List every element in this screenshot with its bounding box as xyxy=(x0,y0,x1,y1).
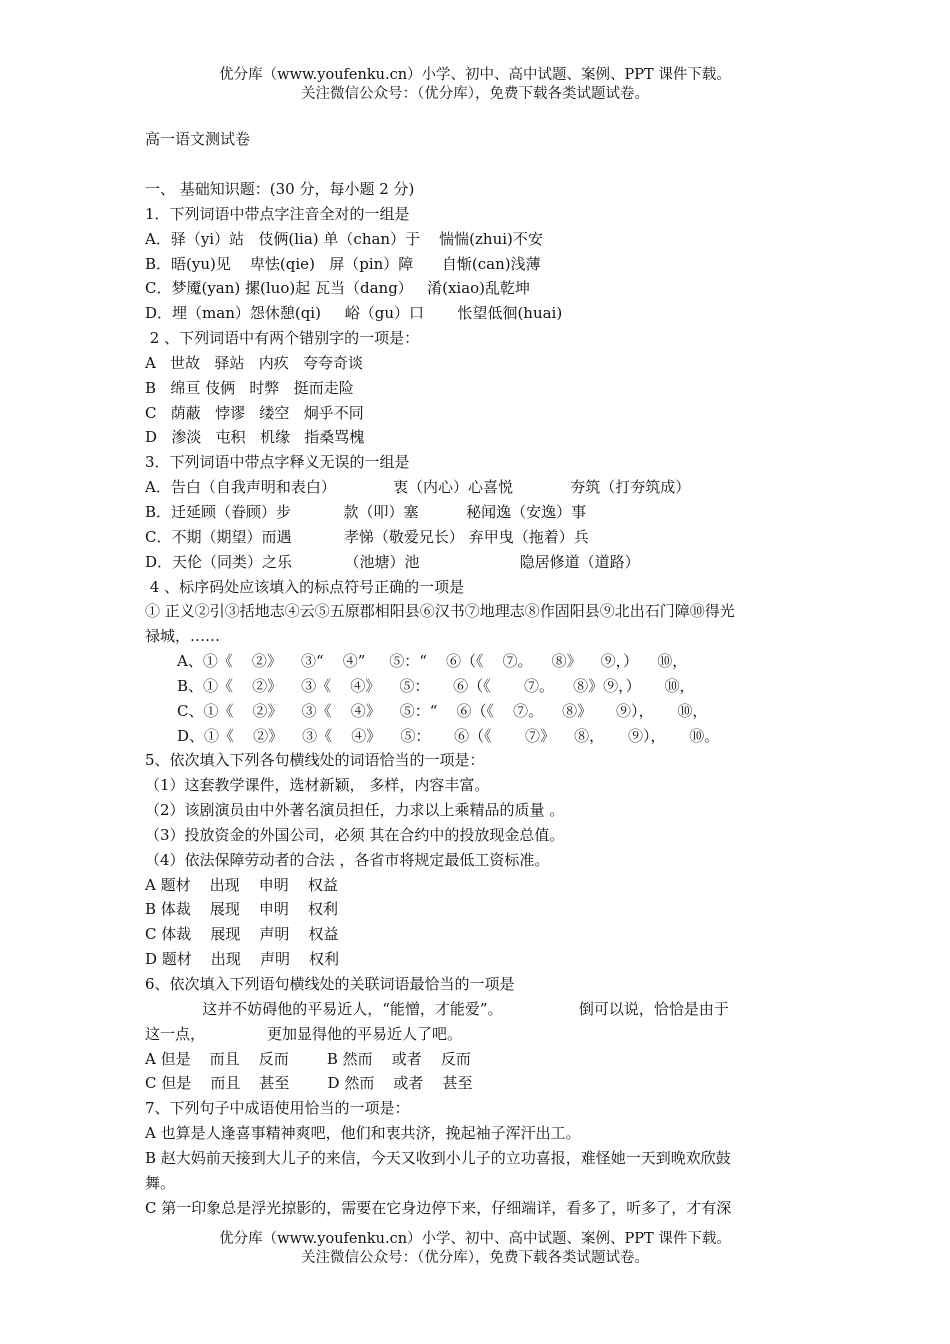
question-6-passage-line-1: 这并不妨碍他的平易近人，“能憎，才能爱”。 倒可以说，恰恰是由于 xyxy=(145,999,729,1018)
question-1-option-d: D．埋（man）怨休憩(qi) 峪（gu）口 怅望低徊(huai) xyxy=(145,304,563,323)
question-3-option-b: B．迁延顾（眷顾）步 款（叩）塞 秘闻逸（安逸）事 xyxy=(145,502,587,521)
question-5-option-c: C 体裁 展现 声明 权益 xyxy=(145,925,339,944)
question-4-passage-line-1: ① 正义②引③括地志④云⑤五原郡相阳县⑥汉书⑦地理志⑧作固阳县⑨北出石门障⑩得光 xyxy=(145,602,735,621)
question-5-sentence-1: （1）这套教学课件，选材新颖， 多样，内容丰富。 xyxy=(145,776,490,795)
question-5-sentence-3: （3）投放资金的外国公司，必须 其在合约中的投放现金总值。 xyxy=(145,825,565,844)
footer-line-2: 关注微信公众号：（优分库），免费下载各类试题试卷。 xyxy=(301,1250,649,1266)
question-4-option-a: A、①《 ②》 ③“ ④” ⑤：“ ⑥（《 ⑦。 ⑧》 ⑨，） ⑩， xyxy=(177,652,688,671)
question-2-option-d: D 渗淡 屯积 机缘 指桑骂槐 xyxy=(145,428,365,447)
question-2-option-a: A 世故 驿站 内疚 夸夸奇谈 xyxy=(145,353,364,372)
question-5-sentence-4: （4）依法保障劳动者的合法 ，各省市将规定最低工资标准。 xyxy=(145,850,550,869)
document-title: 高一语文测试卷 xyxy=(145,130,251,148)
question-1-option-a: A．驿（yi）站 伎俩(lia) 单（chan）于 惴惴(zhui)不安 xyxy=(145,229,543,248)
question-7-option-b-line-2: 舞。 xyxy=(145,1173,176,1192)
question-7-option-b-line-1: B 赵大妈前天接到大儿子的来信，今天又收到小儿子的立功喜报，难怪她一天到晚欢欣鼓 xyxy=(145,1148,731,1167)
question-6-options-ab: A 但是 而且 反而 B 然而 或者 反而 xyxy=(145,1049,471,1068)
question-5-stem: 5、依次填入下列各句横线处的词语恰当的一项是： xyxy=(145,751,485,770)
footer-line-1: 优分库（www.youfenku.cn）小学、初中、高中试题、案例、PPT 课件下载。 xyxy=(219,1231,731,1247)
question-2-option-b: B 绵亘 伎俩 时弊 挺而走险 xyxy=(145,378,354,397)
question-2-stem: 2 、下列词语中有两个错别字的一项是： xyxy=(145,329,420,348)
question-4-passage-line-2: 禄城，…… xyxy=(145,627,221,646)
question-7-option-a: A 也算是人逢喜事精神爽吧，他们和衷共济，挽起袖子浑汗出工。 xyxy=(145,1124,581,1143)
question-7-stem: 7、下列句子中成语使用恰当的一项是： xyxy=(145,1099,410,1118)
question-4-option-d: D、①《 ②》 ③《 ④》 ⑤： ⑥（《 ⑦》 ⑧， ⑨）， ⑩。 xyxy=(177,726,720,745)
header-line-2: 关注微信公众号：（优分库），免费下载各类试题试卷。 xyxy=(301,86,649,102)
question-6-stem: 6、依次填入下列语句横线处的关联词语最恰当的一项是 xyxy=(145,975,515,993)
question-5-option-b: B 体裁 展现 申明 权利 xyxy=(145,900,339,919)
question-2-option-c: C 荫蔽 悖谬 缕空 炯乎不同 xyxy=(145,403,364,422)
section-heading: 一、 基础知识题：(30 分，每小题 2 分) xyxy=(145,180,415,198)
header-line-1: 优分库（www.youfenku.cn）小学、初中、高中试题、案例、PPT 课件下载。 xyxy=(219,67,731,83)
question-1-stem: 1．下列词语中带点字注音全对的一组是 xyxy=(145,204,410,223)
question-6-passage-line-2: 这一点， 更加显得他的平易近人了吧。 xyxy=(145,1024,462,1043)
question-3-option-a: A．告白（自我声明和表白） 衷（内心）心喜悦 夯筑（打夯筑成） xyxy=(145,478,691,497)
question-4-option-c: C、①《 ②》 ③《 ④》 ⑤：“ ⑥（《 ⑦。 ⑧》 ⑨）， ⑩， xyxy=(177,701,708,720)
question-1-option-b: B．晤(yu)见 卑怯(qie) 屏（pin）障 自惭(can)浅薄 xyxy=(145,254,541,273)
question-1-option-c: C．梦魇(yan) 摞(luo)起 瓦当（dang） 淆(xiao)乱乾坤 xyxy=(145,279,531,298)
question-3-option-c: C．不期（期望）而遇 孝悌（敬爱兄长） 弃甲曳（拖着）兵 xyxy=(145,527,589,546)
question-5-option-d: D 题材 出现 声明 权利 xyxy=(145,950,340,969)
page-header xyxy=(0,66,950,104)
question-4-option-b: B、①《 ②》 ③《 ④》 ⑤： ⑥（《 ⑦。 ⑧》⑨，） ⑩， xyxy=(177,676,695,695)
question-5-sentence-2: （2）该剧演员由中外著名演员担任，力求以上乘精品的质量 。 xyxy=(145,801,565,820)
exam-body xyxy=(145,177,810,1220)
question-3-option-d: D．天伦（同类）之乐 （池塘）池 隐居修道（道路） xyxy=(145,552,640,571)
question-4-stem: 4 、标序码处应该填入的标点符号正确的一项是 xyxy=(145,577,465,596)
page-footer xyxy=(0,1230,950,1268)
question-6-options-cd: C 但是 而且 甚至 D 然而 或者 甚至 xyxy=(145,1074,473,1093)
question-3-stem: 3．下列词语中带点字释义无误的一组是 xyxy=(145,453,410,472)
question-5-option-a: A 题材 出现 申明 权益 xyxy=(145,875,338,894)
question-7-option-c-line-1: C 第一印象总是浮光掠影的，需要在它身边停下来，仔细端详，看多了，听多了，才有深 xyxy=(145,1198,732,1217)
